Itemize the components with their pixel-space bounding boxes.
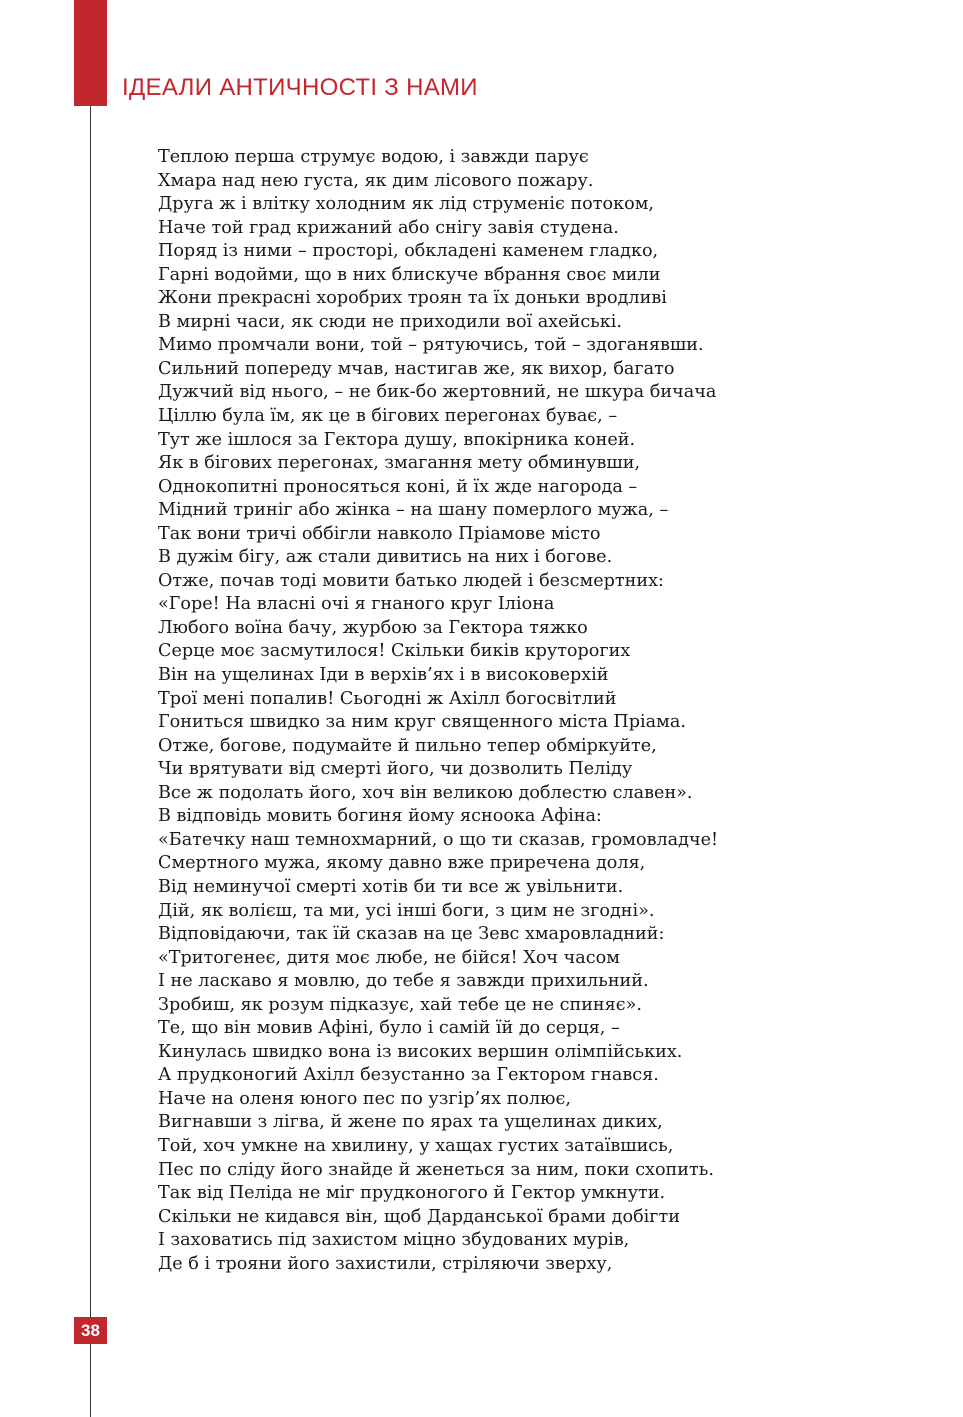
poem-line: Смертного мужа, якому давно вже приречена доля,	[158, 853, 646, 874]
poem-line: Мідний триніг або жінка – на шану померлого мужа, –	[158, 500, 669, 521]
poem-line: В дужім бігу, аж стали дивитись на них і богове.	[158, 547, 613, 568]
poem-line: Наче на оленя юного пес по узгір’ях полює,	[158, 1088, 571, 1109]
poem-line: Пес по сліду його знайде й женеться за ним, поки схопить.	[158, 1159, 714, 1180]
poem-line: Ціллю була їм, як це в бігових перегонах буває, –	[158, 406, 618, 427]
poem-line: Хмара над нею густа, як дим лісового пожару.	[158, 170, 594, 191]
poem-line: В відповідь мовить богиня йому ясноока Афіна:	[158, 806, 602, 827]
poem-line: Поряд із ними – просторі, обкладені каменем гладко,	[158, 241, 659, 262]
poem-line: Сильний попереду мчав, настигав же, як вихор, багато	[158, 358, 675, 379]
poem-line: Чи врятувати від смерті його, чи дозволить Пеліду	[158, 759, 633, 780]
running-header-title: ІДЕАЛИ АНТИЧНОСТІ З НАМИ	[122, 74, 478, 101]
poem-line: Мимо промчали вони, той – рятуючись, той – здоганявши.	[158, 335, 704, 356]
poem-line: І заховатись під захистом міцно збудованих мурів,	[158, 1230, 630, 1251]
poem-line: Наче той град крижаний або снігу завія студена.	[158, 217, 619, 238]
poem-line: Жони прекрасні хоробрих троян та їх доньки вродливі	[158, 288, 667, 309]
poem-line: Теплою перша струмує водою, і завжди парує	[158, 147, 589, 167]
margin-rule	[90, 106, 91, 1417]
page-number: 38	[74, 1317, 107, 1344]
poem-line: Де б і трояни його захистили, стріляючи зверху,	[158, 1253, 613, 1274]
poem-line: Гониться швидко за ним круг священного міста Пріама.	[158, 712, 686, 733]
poem-line: «Горе! На власні очі я гнаного круг Іліона	[158, 594, 555, 615]
poem-line: Тут же ішлося за Гектора душу, впокірника коней.	[158, 429, 636, 450]
poem-line: Отже, богове, подумайте й пильно тепер обміркуйте,	[158, 735, 657, 756]
poem-line: Кинулась швидко вона із високих вершин олімпійських.	[158, 1041, 683, 1062]
poem-line: Друга ж і влітку холодним як лід струменіє потоком,	[158, 194, 654, 215]
poem-line: Так вони тричі оббігли навколо Пріамове місто	[158, 523, 601, 544]
poem-line: Так від Пеліда не міг прудконогого й Гектор умкнути.	[158, 1183, 666, 1204]
poem-line: Любого воїна бачу, журбою за Гектора тяжко	[158, 617, 588, 638]
poem-line: Гарні водойми, що в них блискуче вбрання своє мили	[158, 264, 661, 285]
poem-line: Дужчий від нього, – не бик-бо жертовний, не шкура бичача	[158, 382, 717, 403]
poem-line: Вигнавши з лігва, й жене по ярах та ущелинах диких,	[158, 1112, 663, 1133]
header-accent-bar	[74, 0, 107, 106]
poem-line: Трої мені попалив! Сьогодні ж Ахілл богосвітлий	[158, 688, 617, 709]
poem-line: Скільки не кидався він, щоб Дарданської брами добігти	[158, 1206, 680, 1227]
poem-line: Той, хоч умкне на хвилину, у хащах густих затаївшись,	[158, 1135, 674, 1156]
poem-line: Від неминучої смерті хотів би ти все ж увільнити.	[158, 876, 624, 897]
poem-line: Він на ущелинах Іди в верхів’ях і в високоверхій	[158, 665, 609, 686]
poem-line: Відповідаючи, так їй сказав на це Зевс хмаровладний:	[158, 924, 665, 945]
poem-line: Все ж подолать його, хоч він великою доблестю славен».	[158, 782, 693, 803]
poem-line: Отже, почав тоді мовити батько людей і безсмертних:	[158, 570, 664, 591]
poem-line: Як в бігових перегонах, змагання мету обминувши,	[158, 453, 641, 474]
poem-line: Однокопитні проносяться коні, й їх жде нагорода –	[158, 476, 638, 497]
poem-line: «Батечку наш темнохмарний, о що ти сказав, громовладче!	[158, 829, 719, 850]
poem-line: А прудконогий Ахілл безустанно за Гектором гнався.	[158, 1065, 659, 1086]
poem-line: Серце моє засмутилося! Скільки биків круторогих	[158, 641, 631, 662]
poem-line: Дій, як волієш, та ми, усі інші боги, з цим не згодні».	[158, 900, 655, 921]
poem-text	[158, 146, 858, 1276]
poem-line: І не ласкаво я мовлю, до тебе я завжди прихильний.	[158, 971, 649, 992]
poem-line: «Тритогенеє, дитя моє любе, не бійся! Хоч часом	[158, 947, 620, 968]
poem-line: В мирні часи, як сюди не приходили вої ахейські.	[158, 311, 622, 332]
poem-line: Те, що він мовив Афіні, було і самій їй до серця, –	[158, 1018, 620, 1039]
poem-line: Зробиш, як розум підказує, хай тебе це не спиняє».	[158, 994, 642, 1015]
